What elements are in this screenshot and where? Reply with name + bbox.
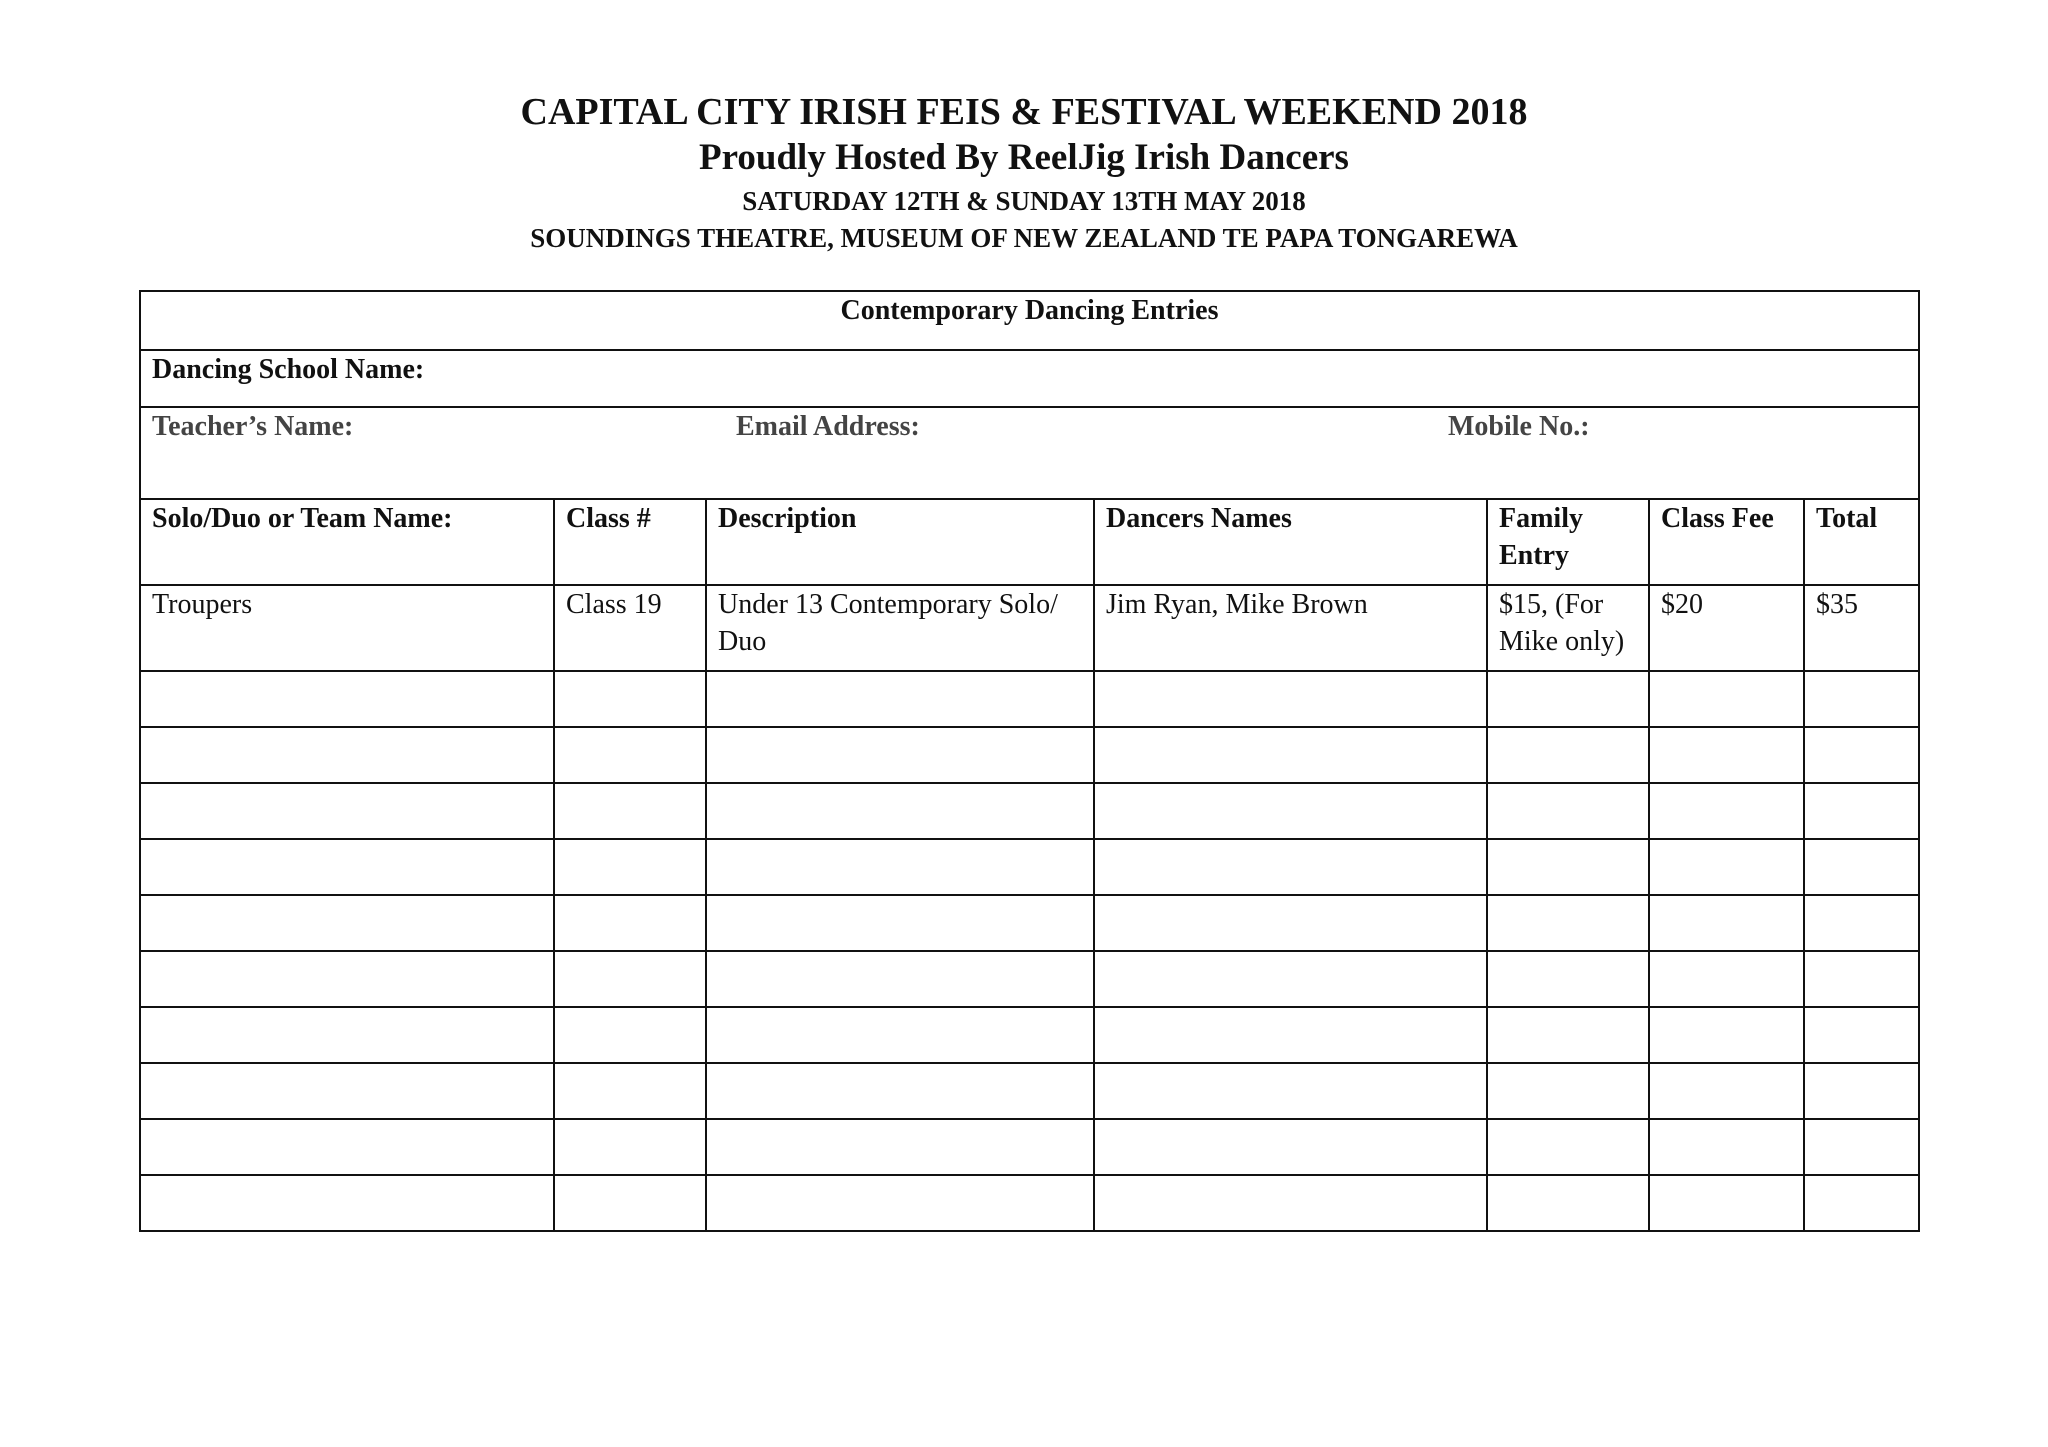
cell-family-entry[interactable] [1487, 951, 1649, 1007]
cell-class-fee[interactable] [1649, 1007, 1804, 1063]
cell-team-name[interactable] [140, 671, 554, 727]
header-team-name: Solo/Duo or Team Name: [140, 499, 554, 585]
cell-description[interactable] [706, 1175, 1094, 1231]
cell-class-fee[interactable] [1649, 951, 1804, 1007]
table-row-empty [140, 951, 1919, 1007]
cell-family-entry[interactable] [1487, 1007, 1649, 1063]
cell-family-entry[interactable] [1487, 839, 1649, 895]
teacher-name-label: Teacher’s Name: [152, 411, 354, 442]
cell-class-no[interactable] [554, 895, 706, 951]
cell-total[interactable] [1804, 783, 1919, 839]
school-row [140, 350, 1919, 407]
cell-class-no[interactable]: Class 19 [554, 585, 706, 671]
cell-dancers-names[interactable] [1094, 839, 1487, 895]
cell-family-entry[interactable]: $15, (For Mike only) [1487, 585, 1649, 671]
email-address-label: Email Address: [736, 411, 920, 442]
cell-description[interactable] [706, 839, 1094, 895]
cell-team-name[interactable] [140, 1063, 554, 1119]
cell-team-name[interactable] [140, 727, 554, 783]
cell-total[interactable] [1804, 1007, 1919, 1063]
cell-dancers-names[interactable] [1094, 671, 1487, 727]
cell-class-no[interactable] [554, 1175, 706, 1231]
event-subtitle: Proudly Hosted By ReelJig Irish Dancers [699, 137, 1349, 178]
cell-description[interactable] [706, 951, 1094, 1007]
table-row-empty [140, 1175, 1919, 1231]
cell-family-entry[interactable] [1487, 895, 1649, 951]
cell-class-no[interactable] [554, 727, 706, 783]
section-title: Contemporary Dancing Entries [140, 291, 1919, 350]
section-title-row [140, 291, 1919, 350]
cell-class-fee[interactable]: $20 [1649, 585, 1804, 671]
mobile-number-label: Mobile No.: [1448, 411, 1590, 442]
cell-class-no[interactable] [554, 1119, 706, 1175]
cell-family-entry[interactable] [1487, 671, 1649, 727]
cell-total[interactable] [1804, 839, 1919, 895]
cell-total[interactable] [1804, 1119, 1919, 1175]
cell-description[interactable] [706, 1007, 1094, 1063]
cell-class-fee[interactable] [1649, 783, 1804, 839]
cell-total[interactable] [1804, 727, 1919, 783]
cell-class-fee[interactable] [1649, 1119, 1804, 1175]
contact-fields[interactable] [140, 407, 1919, 499]
cell-team-name[interactable] [140, 839, 554, 895]
cell-class-fee[interactable] [1649, 1175, 1804, 1231]
header-class-fee: Class Fee [1649, 499, 1804, 585]
table-row-empty [140, 727, 1919, 783]
cell-dancers-names[interactable] [1094, 895, 1487, 951]
cell-description[interactable] [706, 895, 1094, 951]
cell-class-no[interactable] [554, 671, 706, 727]
cell-team-name[interactable] [140, 951, 554, 1007]
cell-team-name[interactable] [140, 1175, 554, 1231]
table-row-empty [140, 671, 1919, 727]
cell-class-fee[interactable] [1649, 839, 1804, 895]
cell-class-fee[interactable] [1649, 727, 1804, 783]
cell-dancers-names[interactable] [1094, 1119, 1487, 1175]
cell-team-name[interactable] [140, 1119, 554, 1175]
cell-team-name[interactable]: Troupers [140, 585, 554, 671]
table-row-empty [140, 1063, 1919, 1119]
cell-class-no[interactable] [554, 1063, 706, 1119]
cell-description[interactable] [706, 1063, 1094, 1119]
cell-dancers-names[interactable] [1094, 1175, 1487, 1231]
cell-family-entry[interactable] [1487, 783, 1649, 839]
cell-description[interactable] [706, 671, 1094, 727]
cell-team-name[interactable] [140, 1007, 554, 1063]
cell-class-fee[interactable] [1649, 671, 1804, 727]
header-class-no: Class # [554, 499, 706, 585]
table-row-empty [140, 783, 1919, 839]
cell-team-name[interactable] [140, 783, 554, 839]
cell-family-entry[interactable] [1487, 1119, 1649, 1175]
cell-dancers-names[interactable] [1094, 1007, 1487, 1063]
cell-total[interactable] [1804, 671, 1919, 727]
cell-dancers-names[interactable] [1094, 951, 1487, 1007]
cell-total[interactable] [1804, 1175, 1919, 1231]
column-header-row [140, 499, 1919, 585]
header-dancers-names: Dancers Names [1094, 499, 1487, 585]
school-name-label: Dancing School Name: [152, 354, 425, 385]
cell-description[interactable]: Under 13 Contemporary Solo/ Duo [706, 585, 1094, 671]
header-family-entry: Family Entry [1487, 499, 1649, 585]
cell-total[interactable] [1804, 951, 1919, 1007]
cell-total[interactable] [1804, 1063, 1919, 1119]
cell-total[interactable] [1804, 895, 1919, 951]
entry-form-table [139, 290, 1920, 1232]
table-row-empty [140, 1007, 1919, 1063]
cell-total[interactable]: $35 [1804, 585, 1919, 671]
school-name-field[interactable] [140, 350, 1919, 407]
event-dates: SATURDAY 12TH & SUNDAY 13TH MAY 2018 [742, 186, 1306, 216]
event-title: CAPITAL CITY IRISH FEIS & FESTIVAL WEEKEND 2018 [520, 91, 1528, 133]
cell-class-no[interactable] [554, 839, 706, 895]
table-row-empty [140, 1119, 1919, 1175]
cell-dancers-names[interactable]: Jim Ryan, Mike Brown [1094, 585, 1487, 671]
cell-family-entry[interactable] [1487, 1063, 1649, 1119]
header-total: Total [1804, 499, 1919, 585]
cell-dancers-names[interactable] [1094, 783, 1487, 839]
cell-class-fee[interactable] [1649, 895, 1804, 951]
cell-description[interactable] [706, 783, 1094, 839]
table-row-empty [140, 839, 1919, 895]
header-description: Description [706, 499, 1094, 585]
event-venue: SOUNDINGS THEATRE, MUSEUM OF NEW ZEALAND TE PAPA TONGAREWA [530, 223, 1518, 253]
cell-description[interactable] [706, 727, 1094, 783]
cell-class-no[interactable] [554, 783, 706, 839]
table-row [140, 585, 1919, 671]
cell-class-fee[interactable] [1649, 1063, 1804, 1119]
cell-family-entry[interactable] [1487, 1175, 1649, 1231]
cell-team-name[interactable] [140, 895, 554, 951]
cell-dancers-names[interactable] [1094, 1063, 1487, 1119]
cell-description[interactable] [706, 1119, 1094, 1175]
table-row-empty [140, 895, 1919, 951]
cell-family-entry[interactable] [1487, 727, 1649, 783]
contact-row [140, 407, 1919, 499]
cell-dancers-names[interactable] [1094, 727, 1487, 783]
cell-class-no[interactable] [554, 951, 706, 1007]
cell-class-no[interactable] [554, 1007, 706, 1063]
